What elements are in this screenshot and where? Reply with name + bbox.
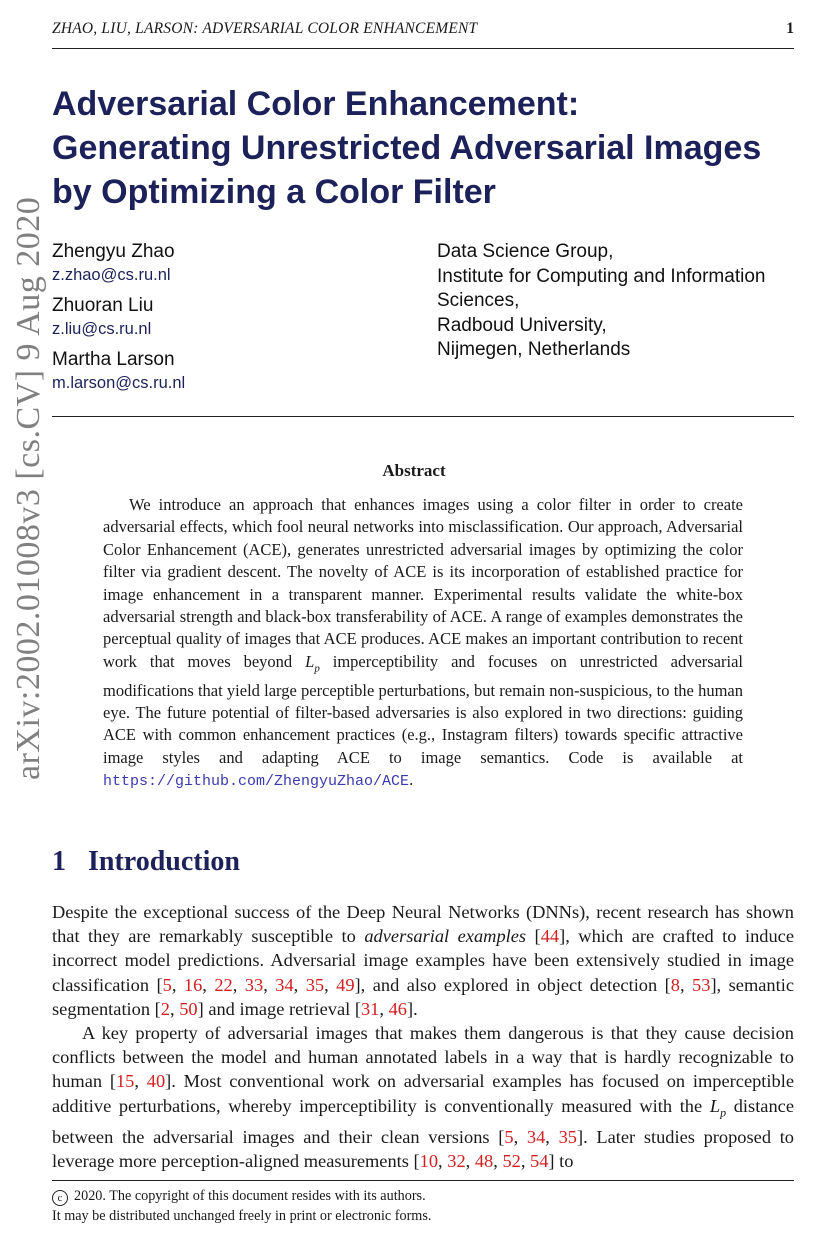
running-head: [52, 20, 794, 38]
citation-link[interactable]: 16: [183, 974, 203, 995]
citation-link[interactable]: 49: [336, 974, 355, 995]
running-head-text: ZHAO, LIU, LARSON: ADVERSARIAL COLOR ENHANCEMENT: [52, 20, 478, 37]
title-line-3: by Optimizing a Color Filter: [52, 173, 496, 211]
emphasis: adversarial examples: [364, 926, 527, 947]
citation-link[interactable]: 33: [244, 974, 264, 995]
authors-rule: [52, 416, 794, 417]
page-number: 1: [786, 20, 794, 37]
citation-link[interactable]: 48: [474, 1150, 494, 1171]
abstract-body: [103, 494, 743, 794]
paper-title: [52, 82, 812, 214]
citation-link[interactable]: 10: [419, 1150, 439, 1171]
citation-link[interactable]: 2: [160, 998, 170, 1019]
citation-link[interactable]: 8: [670, 974, 680, 995]
affiliation-line: Institute for Computing and Information: [437, 265, 766, 287]
abstract-end: .: [409, 770, 414, 790]
citation-link[interactable]: 46: [388, 998, 407, 1019]
citation-link[interactable]: 5: [162, 974, 172, 995]
abstract-heading: Abstract: [382, 461, 446, 480]
citation-link[interactable]: 52: [502, 1150, 521, 1171]
copyright-icon: c: [52, 1190, 68, 1206]
citation-link[interactable]: 50: [179, 998, 198, 1019]
lp-symbol: $L_p$: [305, 651, 320, 675]
citation-link[interactable]: 34: [526, 1126, 546, 1147]
header-rule: [52, 48, 794, 49]
author-name: Zhuoran Liu: [52, 295, 154, 316]
citation-link[interactable]: 53: [692, 974, 711, 995]
copyright-footnote: [52, 1186, 794, 1226]
citation-link[interactable]: 15: [115, 1071, 135, 1092]
citation-link[interactable]: 32: [447, 1150, 466, 1171]
section-title: Introduction: [88, 846, 240, 877]
author-email[interactable]: m.larson@cs.ru.nl: [52, 374, 186, 392]
section-number: 1: [52, 846, 66, 877]
footnote-line-2: It may be distributed unchanged freely in print or electronic forms.: [52, 1208, 432, 1224]
footnote-rule: [52, 1180, 794, 1181]
citation-link[interactable]: 5: [504, 1126, 514, 1147]
affiliation-line: Radboud University,: [437, 314, 607, 336]
section-heading: [52, 846, 240, 878]
citation-link[interactable]: 22: [214, 974, 233, 995]
author-email[interactable]: z.zhao@cs.ru.nl: [52, 266, 171, 284]
author-email[interactable]: z.liu@cs.ru.nl: [52, 320, 152, 338]
citation-link[interactable]: 54: [530, 1150, 549, 1171]
lp-symbol: $L_p$: [709, 1095, 727, 1120]
author-name: Martha Larson: [52, 349, 175, 370]
affiliation: [437, 240, 807, 363]
citation-link[interactable]: 35: [305, 974, 325, 995]
abstract-text-2: imperceptibility and focuses on unrestricted adversarial modifications that yield large perceptible perturbations, but remain non-suspicious, to the human eye. The future potential of filter-based adversaries is also explored in two directions: guiding ACE with common enhancement practices (e.g., Instagram filters) towards specific attractive image styles and adapting ACE to image semantics. Code is available at: [103, 651, 743, 767]
author-list: [52, 240, 412, 394]
author-name: Zhengyu Zhao: [52, 241, 175, 262]
title-line-1: Adversarial Color Enhancement:: [52, 85, 580, 123]
abstract-text: We introduce an approach that enhances images using a color filter in order to create adversarial effects, which fool neural networks into misclassification. Our approach, Adversarial Color Enhancement (ACE), generates unrestricted adversarial images by optimizing the color filter via gradient descent. The novelty of ACE is its incorporation of established practice for image enhancement in a transparent manner. Experimental results validate the white-box adversarial strength and black-box transferability of ACE. A range of examples demonstrates the perceptual quality of images that ACE produces. ACE makes an important contribution to recent work that moves beyond: [103, 495, 743, 671]
intro-paragraph-1: Despite the exceptional success of the Deep Neural Networks (DNNs), recent research has shown that they are remarkably susceptible to adversarial examples [44], which are crafted to induce incorrect model predictions. Adversarial image examples have been extensively studied in image classification [5, 16, 22, 33, 34, 35, 49], and also explored in object detection [8, 53], semantic segmentation [2, 50] and image retrieval [31, 46].: [52, 902, 794, 1019]
citation-link[interactable]: 44: [540, 926, 560, 947]
code-url-link[interactable]: https://github.com/ZhengyuZhao/ACE: [103, 773, 410, 791]
intro-body: [52, 900, 794, 1173]
arxiv-watermark: arXiv:2002.01008v3 [cs.CV] 9 Aug 2020: [10, 196, 47, 780]
citation-link[interactable]: 40: [146, 1071, 166, 1092]
affiliation-line: Sciences,: [437, 290, 520, 311]
intro-paragraph-2: A key property of adversarial images that makes them dangerous is that they cause decision conflicts between the model and human annotated labels in a way that is hardly recognizable to human [15, 40]. Most conventional work on adversarial examples has focused on imperceptible additive perturbations, whereby imperceptibility is conventionally measured with the $L_p$ distance between the adversarial images and their clean versions [5, 34, 35]. Later studies proposed to leverage more perception-aligned measurements [10, 32, 48, 52, 54] to: [52, 1023, 794, 1171]
citation-link[interactable]: 31: [360, 998, 380, 1019]
title-line-2: Generating Unrestricted Adversarial Images: [52, 129, 762, 167]
affiliation-line: Data Science Group,: [437, 241, 614, 262]
citation-link[interactable]: 34: [275, 974, 294, 995]
footnote-line-1: c 2020. The copyright of this document resides with its authors.: [52, 1186, 794, 1206]
affiliation-line: Nijmegen, Netherlands: [437, 339, 631, 360]
citation-link[interactable]: 35: [558, 1126, 577, 1147]
